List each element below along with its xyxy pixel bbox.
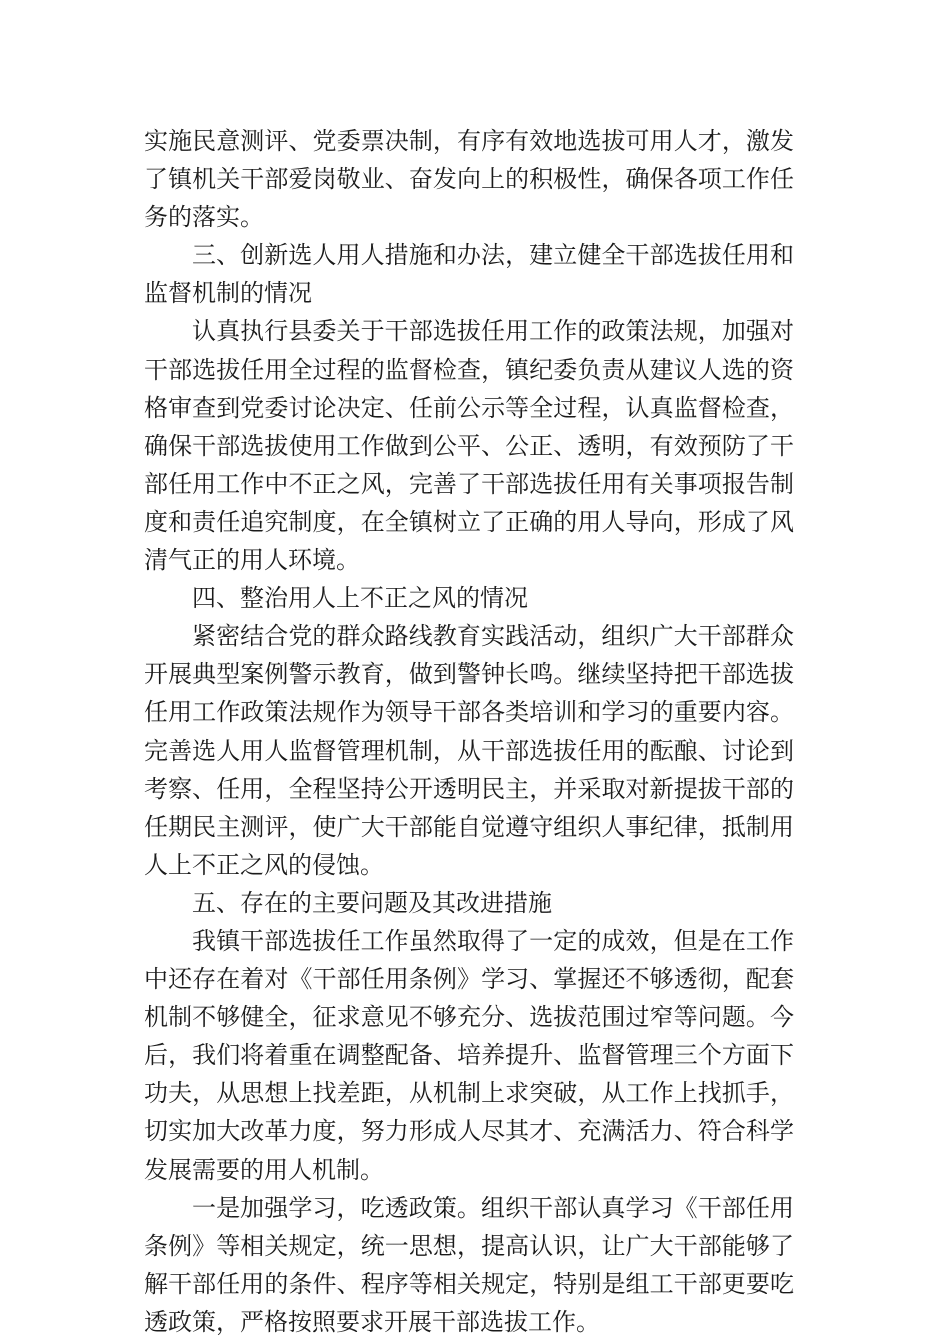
paragraph-section-5-body: 我镇干部选拔任工作虽然取得了一定的成效，但是在工作中还存在着对《干部任用条例》学习、掌握还不够透彻，配套机制不够健全，征求意见不够充分、选拔范围过窄等问题。今后，我们将着重在调整配备、培养提升、监督管理三个方面下功夫，从思想上找差距，从机制上求突破，从工作上找抓手，切实加大改革力度，努力形成人尽其才、充满活力、符合科学发展需要的用人机制。: [144, 926, 794, 1184]
paragraph-continuation: 实施民意测评、党委票决制，有序有效地选拔可用人才，激发了镇机关干部爱岗敬业、奋发向上的积极性，确保各项工作任务的落实。: [144, 127, 794, 232]
paragraph-section-4-body: 紧密结合党的群众路线教育实践活动，组织广大干部群众开展典型案例警示教育，做到警钟长鸣。继续坚持把干部选拔任用工作政策法规作为领导干部各类培训和学习的重要内容。完善选人用人监督管理机制，从干部选拔任用的酝酿、讨论到考察、任用，全程坚持公开透明民主，并采取对新提拔干部的任期民主测评，使广大干部能自觉遵守组织人事纪律，抵制用人上不正之风的侵蚀。: [144, 622, 794, 879]
document-page: [144, 122, 794, 1341]
paragraph-measure-1: 一是加强学习，吃透政策。组织干部认真学习《干部任用条例》等相关规定，统一思想，提高认识，让广大干部能够了解干部任用的条件、程序等相关规定，特别是组工干部更要吃透政策，严格按照要求开展干部选拔工作。: [144, 1193, 794, 1336]
section-heading-5: 五、存在的主要问题及其改进措施: [192, 888, 552, 917]
paragraph-section-3-body: 认真执行县委关于干部选拔任用工作的政策法规，加强对干部选拔任用全过程的监督检查，镇纪委负责从建议人选的资格审查到党委讨论决定、任前公示等全过程，认真监督检查，确保干部选拔使用工作做到公平、公正、透明，有效预防了干部任用工作中不正之风，完善了干部选拔任用有关事项报告制度和责任追究制度，在全镇树立了正确的用人导向，形成了风清气正的用人环境。: [144, 317, 794, 575]
section-heading-4: 四、整治用人上不正之风的情况: [192, 584, 528, 613]
section-heading-3: 三、创新选人用人措施和办法，建立健全干部选拔任用和监督机制的情况: [144, 241, 794, 308]
